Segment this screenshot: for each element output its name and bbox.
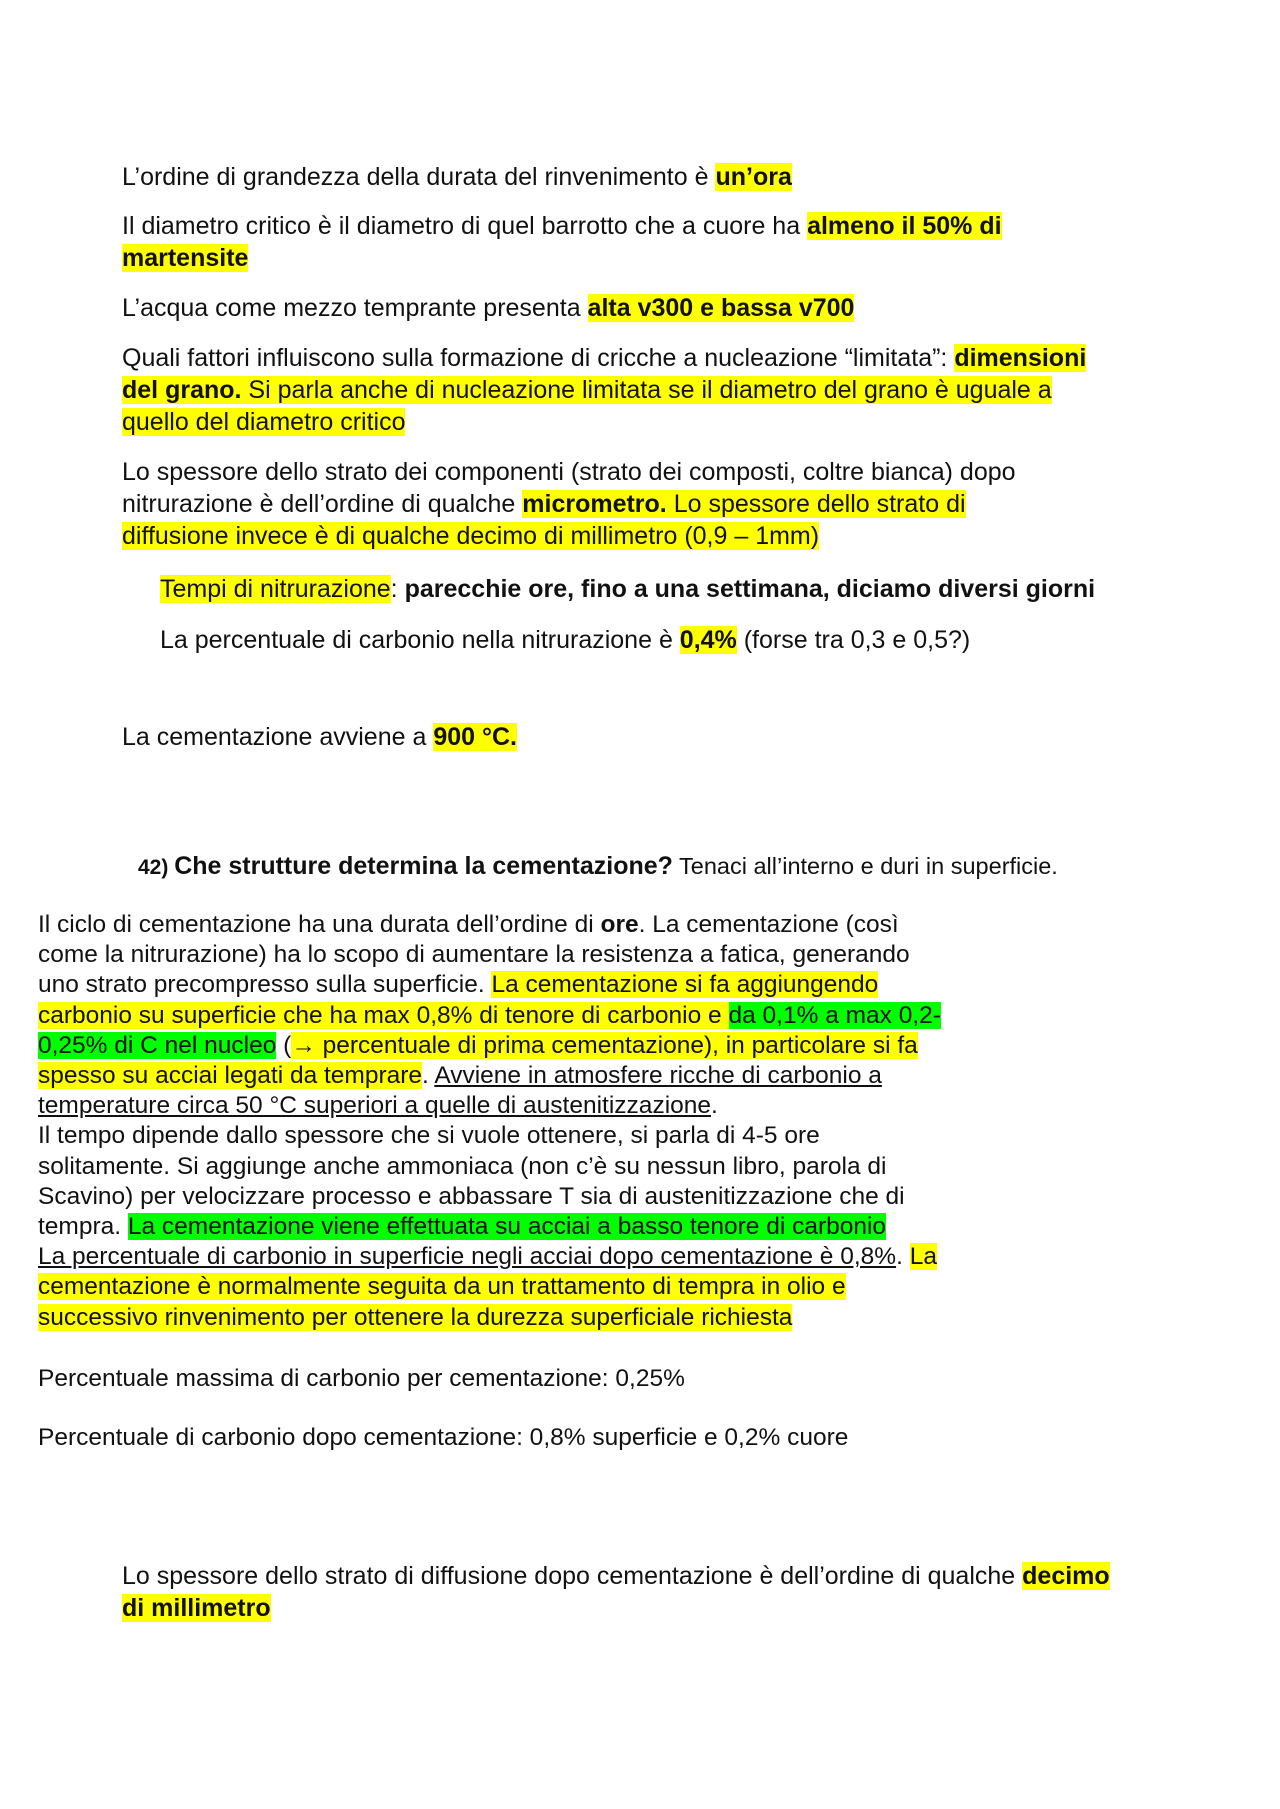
paragraph-durata-rinvenimento: L’ordine di grandezza della durata del rinvenimento è un’ora <box>122 163 792 191</box>
paragraph-acqua-temprante: L’acqua come mezzo temprante presenta alta v300 e bassa v700 <box>122 294 855 322</box>
paragraph-percentuale-massima: Percentuale massima di carbonio per cementazione: 0,25% <box>38 1365 685 1392</box>
paragraph-tempi-nitrurazione: Tempi di nitrurazione: parecchie ore, fino a una settimana, diciamo diversi giorni <box>160 575 1096 603</box>
paragraph-percentuale-dopo-cementazione: Percentuale di carbonio dopo cementazione: 0,8% superficie e 0,2% cuore <box>38 1424 849 1451</box>
paragraph-temperatura-cementazione: La cementazione avviene a 900 °C. <box>122 723 517 751</box>
paragraph-diametro-critico: Il diametro critico è il diametro di quel barrotto che a cuore ha almeno il 50% di martensite <box>122 212 1002 272</box>
paragraph-spessore-nitrurazione: Lo spessore dello strato dei componenti (strato dei composti, coltre bianca) dopo nitrurazione è dell’ordine di qualche micrometro. Lo spessore dello strato di diffusione invece è di qualche decimo di millimetro (0,9 – 1mm) <box>122 458 1016 550</box>
question-42: 42) Che strutture determina la cementazione? Tenaci all’interno e duri in superficie. <box>138 852 1058 880</box>
paragraph-percentuale-nitrurazione: La percentuale di carbonio nella nitrurazione è 0,4% (forse tra 0,3 e 0,5?) <box>160 626 971 654</box>
paragraph-cricche: Quali fattori influiscono sulla formazione di cricche a nucleazione “limitata”: dimensioni del grano. Si parla anche di nucleazione limitata se il diametro del grano è uguale a quello del diametro critico <box>122 344 1087 436</box>
paragraph-ciclo-cementazione: Il ciclo di cementazione ha una durata dell’ordine di ore. La cementazione (così come la nitrurazione) ha lo scopo di aumentare la resistenza a fatica, generando uno strato precompresso sulla superficie. La cementazione si fa aggiungendo carbonio su superficie che ha max 0,8% di tenore di carbonio e da 0,1% a max 0,2- 0,25% di C nel nucleo (→ percentuale di prima cementazione), in particolare si fa spesso su acciai legati da temprare. Avviene in atmosfere ricche di carbonio a temperature circa 50 °C superiori a quelle di austenitizzazione. Il tempo dipende dallo spessore che si vuole ottenere, si parla di 4-5 ore solitamente. Si aggiunge anche ammoniaca (non c’è su nessun libro, parola di Scavino) per velocizzare processo e abbassare T sia di austenitizzazione che di tempra. La cementazione viene effettuata su acciai a basso tenore di carbonio La percentuale di carbonio in superficie negli acciai dopo cementazione è 0,8%. La cementazione è normalmente seguita da un trattamento di tempra in olio e successivo rinvenimento per ottenere la durezza superficiale richiesta <box>38 911 941 1331</box>
paragraph-spessore-diffusione: Lo spessore dello strato di diffusione dopo cementazione è dell’ordine di qualche decimo di millimetro <box>122 1562 1110 1622</box>
